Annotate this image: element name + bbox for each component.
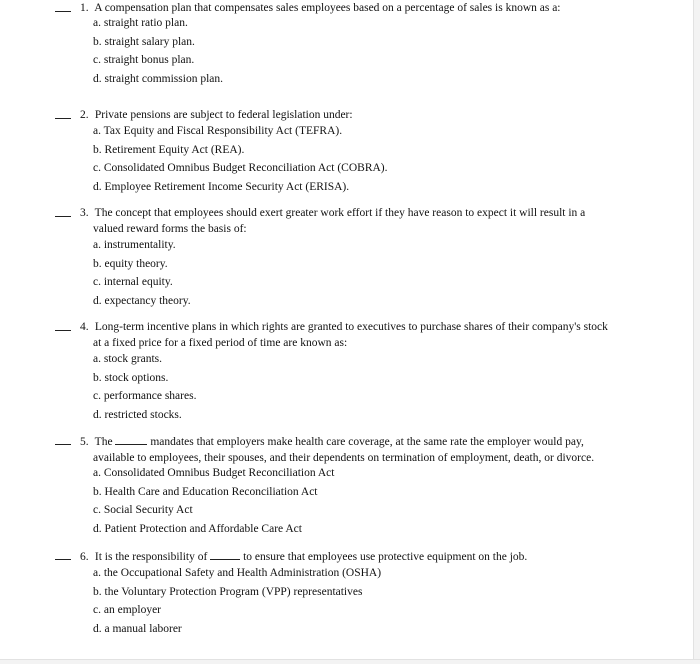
question-number: 6. xyxy=(80,551,89,563)
question-number: 3. xyxy=(80,207,89,219)
option-c: c. internal equity. xyxy=(93,276,173,288)
option-b: b. equity theory. xyxy=(93,257,168,270)
question-text-line-2: available to employees, their spouses, and their dependents on termination of employment, death, or divorce. xyxy=(93,452,595,464)
page-frame-right xyxy=(693,0,700,664)
option-b: b. Retirement Equity Act (REA). xyxy=(93,143,245,156)
question-text-line-1: mandates that employers make health care coverage, at the same rate the employer would pay, xyxy=(150,436,584,448)
option-b: b. the Voluntary Protection Program (VPP) representatives xyxy=(93,585,363,598)
question-text-post: to ensure that employees use protective equipment on the job. xyxy=(243,551,528,563)
question-6-options xyxy=(93,564,381,638)
question-number: 2. xyxy=(80,109,89,121)
fill-in-blank[interactable] xyxy=(210,548,240,560)
question-number: 5. xyxy=(80,436,89,448)
question-5-stem xyxy=(80,433,660,466)
option-d: d. restricted stocks. xyxy=(93,408,182,421)
question-3-stem xyxy=(80,205,660,237)
option-b: b. straight salary plan. xyxy=(93,35,195,48)
option-a: a. Consolidated Omnibus Budget Reconciliation Act xyxy=(93,467,335,479)
answer-blank-4[interactable] xyxy=(55,321,71,331)
question-5-options xyxy=(93,464,334,538)
option-b: b. Health Care and Education Reconciliation Act xyxy=(93,485,318,498)
answer-blank-1[interactable] xyxy=(55,2,71,12)
question-1-options xyxy=(93,14,223,88)
question-2-options xyxy=(93,122,388,196)
question-text: A compensation plan that compensates sales employees based on a percentage of sales is known as a: xyxy=(94,2,561,14)
option-a: a. instrumentality. xyxy=(93,239,176,251)
option-d: d. a manual laborer xyxy=(93,622,182,635)
question-4-stem xyxy=(80,319,660,351)
question-text: Private pensions are subject to federal legislation under: xyxy=(94,109,353,121)
question-text-line-2: valued reward forms the basis of: xyxy=(93,223,247,235)
answer-blank-3[interactable] xyxy=(55,207,71,217)
question-4-options xyxy=(93,350,196,424)
question-number: 4. xyxy=(80,321,89,333)
page-frame-bottom xyxy=(0,659,700,664)
question-text-pre: The xyxy=(94,436,113,448)
question-3-options xyxy=(93,236,191,310)
question-text-line-1: The concept that employees should exert greater work effort if they have reason to expect it will result in a xyxy=(94,207,586,219)
option-c: c. an employer xyxy=(93,604,162,616)
option-d: d. expectancy theory. xyxy=(93,294,191,307)
answer-blank-6[interactable] xyxy=(55,550,71,560)
option-c: c. Consolidated Omnibus Budget Reconciliation Act (COBRA). xyxy=(93,162,388,174)
question-2-stem xyxy=(80,107,660,123)
option-c: c. Social Security Act xyxy=(93,504,193,516)
option-c: c. performance shares. xyxy=(93,390,197,402)
fill-in-blank[interactable] xyxy=(115,433,147,445)
question-number: 1. xyxy=(80,2,89,14)
option-a: a. stock grants. xyxy=(93,353,162,365)
option-a: a. straight ratio plan. xyxy=(93,17,188,29)
question-text-pre: It is the responsibility of xyxy=(94,551,208,563)
question-text-line-2: at a fixed price for a fixed period of time are known as: xyxy=(93,337,348,349)
option-d: d. Employee Retirement Income Security Act (ERISA). xyxy=(93,180,350,193)
option-b: b. stock options. xyxy=(93,371,169,384)
question-text-line-1: Long-term incentive plans in which rights are granted to executives to purchase shares of their company's stock xyxy=(94,321,608,333)
option-c: c. straight bonus plan. xyxy=(93,54,195,66)
question-6-stem xyxy=(80,548,660,565)
option-a: a. the Occupational Safety and Health Administration (OSHA) xyxy=(93,567,382,579)
answer-blank-2[interactable] xyxy=(55,109,71,119)
option-d: d. Patient Protection and Affordable Care Act xyxy=(93,522,302,535)
answer-blank-5[interactable] xyxy=(55,435,71,445)
option-d: d. straight commission plan. xyxy=(93,72,224,85)
option-a: a. Tax Equity and Fiscal Responsibility Act (TEFRA). xyxy=(93,125,343,137)
